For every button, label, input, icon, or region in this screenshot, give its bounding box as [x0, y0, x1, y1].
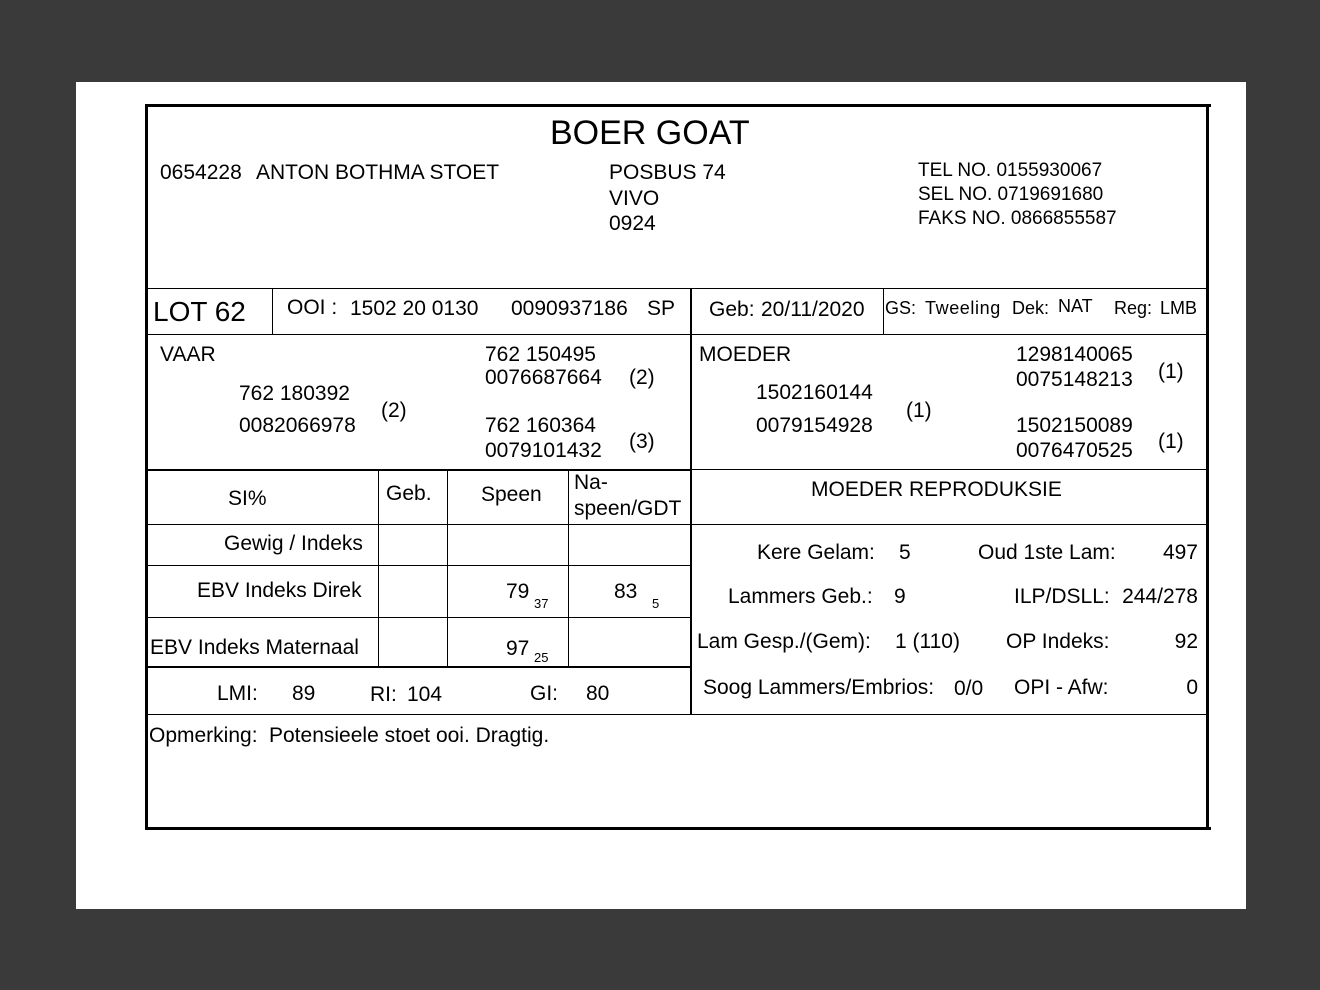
- lmi-value: 89: [292, 682, 316, 705]
- moeder-dam-id: 1502150089: [1016, 414, 1133, 437]
- moeder-sire-number: 0075148213: [1016, 368, 1133, 391]
- ri-value: 104: [407, 683, 443, 706]
- ooi-code: SP: [647, 297, 676, 320]
- soog-value: 0/0: [954, 677, 984, 700]
- geb-header: Geb.: [386, 482, 432, 505]
- vaar-sire-count: (2): [629, 366, 655, 389]
- divider-si-row3: [148, 666, 692, 668]
- kere-value: 5: [899, 541, 911, 564]
- vaar-count: (2): [381, 399, 407, 422]
- ooi-number: 0090937186: [511, 297, 628, 320]
- soog-label: Soog Lammers/Embrios:: [703, 676, 935, 699]
- breeder-code: 0654228: [160, 161, 242, 184]
- direk-naspeen-sub: 5: [652, 596, 660, 611]
- geb-label: Geb:: [709, 298, 755, 321]
- breeder-name: ANTON BOTHMA STOET: [256, 161, 500, 184]
- dek-label: Dek:: [1012, 298, 1050, 318]
- vaar-dam-number: 0079101432: [485, 439, 602, 462]
- divider-lot-v3: [883, 288, 884, 334]
- divider-remark: [148, 714, 1206, 715]
- divider-pedigree-right: [692, 469, 1206, 470]
- address-line-3: 0924: [609, 212, 656, 235]
- address-line-1: POSBUS 74: [609, 161, 726, 184]
- direk-speen-sub: 37: [534, 596, 549, 611]
- kere-label: Kere Gelam:: [757, 541, 875, 564]
- gs-label: GS:: [885, 298, 917, 318]
- divider-si-row1: [148, 565, 692, 566]
- divider-lot-v1: [272, 288, 273, 334]
- lot-number: LOT 62: [153, 296, 246, 327]
- oud-label: Oud 1ste Lam:: [978, 541, 1116, 564]
- divider-si-header: [148, 524, 692, 525]
- naspeen-header-line2: speen/GDT: [574, 497, 682, 520]
- oud-value: 497: [1162, 541, 1198, 564]
- moeder-number: 0079154928: [756, 414, 873, 437]
- divider-pedigree-left: [148, 469, 692, 471]
- address-line-2: VIVO: [609, 187, 660, 210]
- op-value: 92: [1174, 630, 1198, 653]
- moeder-sire-count: (1): [1158, 360, 1184, 383]
- tel-number: TEL NO. 0155930067: [918, 160, 1103, 181]
- divider-lot: [148, 334, 1206, 335]
- sel-number: SEL NO. 0719691680: [918, 184, 1104, 205]
- lmi-label: LMI:: [217, 682, 258, 705]
- maternaal-speen-value: 97: [506, 637, 530, 660]
- vaar-id: 762 180392: [239, 382, 350, 405]
- lam-gesp-label: Lam Gesp./(Gem):: [697, 630, 871, 653]
- reg-value: LMB: [1160, 298, 1198, 318]
- row-direk-label: EBV Indeks Direk: [197, 579, 362, 602]
- repro-title: MOEDER REPRODUKSIE: [811, 478, 1062, 501]
- lammers-label: Lammers Geb.:: [728, 585, 873, 608]
- divider-repro-header: [692, 524, 1206, 525]
- vaar-label: VAAR: [160, 343, 216, 366]
- row-gewig-label: Gewig / Indeks: [224, 532, 363, 555]
- moeder-dam-number: 0076470525: [1016, 439, 1133, 462]
- frame-top: [145, 104, 1211, 107]
- moeder-count: (1): [906, 399, 932, 422]
- maternaal-speen-sub: 25: [534, 650, 549, 665]
- direk-naspeen-value: 83: [614, 580, 638, 603]
- ilp-label: ILP/DSLL:: [1014, 585, 1110, 608]
- vaar-dam-count: (3): [629, 430, 655, 453]
- ilp-value: 244/278: [1122, 585, 1198, 608]
- vaar-sire-number: 0076687664: [485, 366, 602, 389]
- divider-si-v3: [568, 470, 569, 667]
- lammers-value: 9: [894, 585, 906, 608]
- ooi-label: OOI :: [287, 296, 338, 319]
- opi-value: 0: [1186, 676, 1198, 699]
- vaar-dam-id: 762 160364: [485, 414, 596, 437]
- op-label: OP Indeks:: [1006, 630, 1110, 653]
- faks-number: FAKS NO. 0866855587: [918, 208, 1117, 229]
- gi-label: GI:: [530, 682, 559, 705]
- moeder-sire-id: 1298140065: [1016, 343, 1133, 366]
- moeder-id: 1502160144: [756, 381, 873, 404]
- divider-center-v: [690, 288, 692, 715]
- si-header: SI%: [228, 487, 267, 510]
- divider-si-row2: [148, 617, 692, 618]
- frame-bottom: [145, 827, 1211, 830]
- naspeen-header-line1: Na-: [574, 471, 608, 494]
- divider-header: [148, 288, 1206, 289]
- vaar-sire-id: 762 150495: [485, 343, 596, 366]
- card-title: BOER GOAT: [550, 114, 750, 152]
- gs-value: Tweeling: [925, 298, 1001, 318]
- row-maternaal-label: EBV Indeks Maternaal: [150, 636, 359, 659]
- divider-si-v2: [447, 470, 448, 667]
- gi-value: 80: [586, 682, 610, 705]
- geb-value: 20/11/2020: [761, 298, 865, 321]
- ri-label: RI:: [370, 683, 397, 706]
- ooi-id: 1502 20 0130: [350, 297, 479, 320]
- dek-value: NAT: [1058, 296, 1093, 316]
- lam-gesp-value: 1 (110): [895, 630, 960, 653]
- reg-label: Reg:: [1114, 298, 1153, 318]
- moeder-label: MOEDER: [699, 343, 792, 366]
- speen-header: Speen: [481, 483, 542, 506]
- moeder-dam-count: (1): [1158, 430, 1184, 453]
- frame-right: [1206, 104, 1209, 830]
- remark-text: Potensieele stoet ooi. Dragtig.: [269, 724, 550, 747]
- divider-si-v1: [378, 470, 379, 667]
- vaar-number: 0082066978: [239, 414, 356, 437]
- opi-label: OPI - Afw:: [1014, 676, 1109, 699]
- direk-speen-value: 79: [506, 580, 530, 603]
- frame-left: [145, 104, 148, 830]
- remark-label: Opmerking:: [149, 724, 258, 747]
